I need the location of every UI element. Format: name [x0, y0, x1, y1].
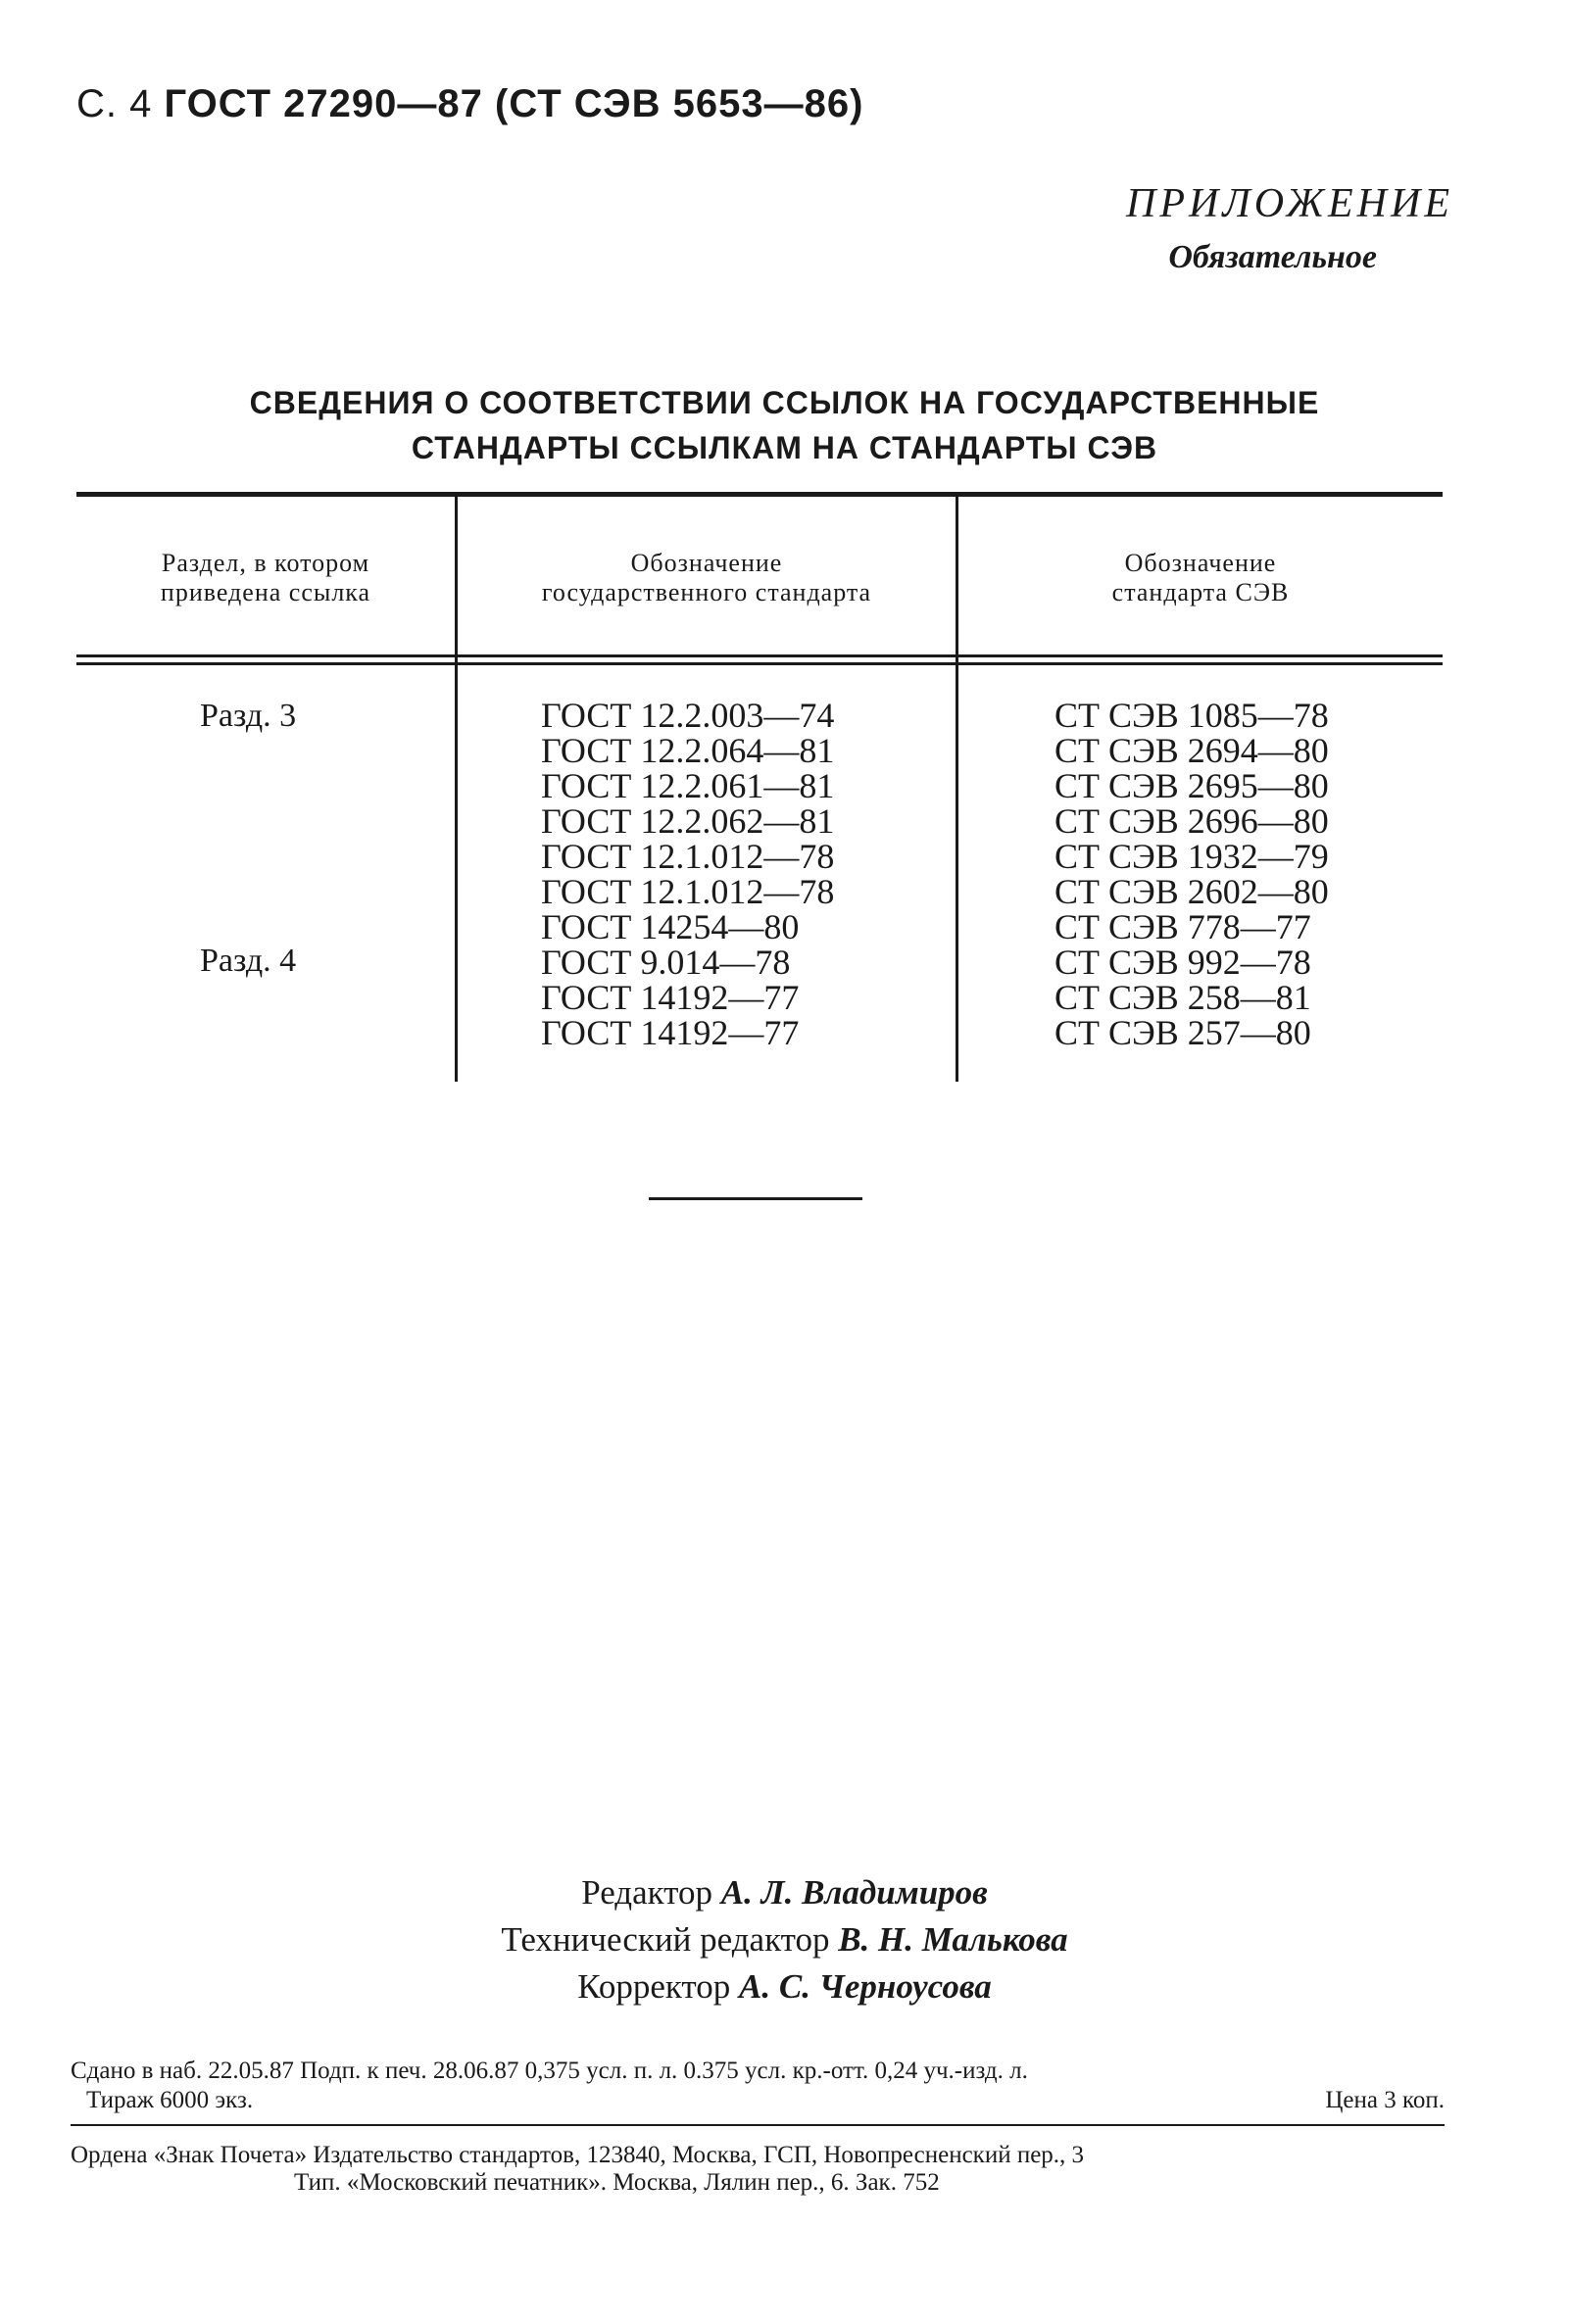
editor-line: Редактор А. Л. Владимиров — [581, 1873, 988, 1912]
sev-cell: СТ СЭВ 2696—80 — [1054, 801, 1329, 841]
sev-cell: СТ СЭВ 1932—79 — [1054, 837, 1329, 876]
price: Цена 3 коп. — [1325, 2087, 1445, 2113]
sev-cell: СТ СЭВ 992—78 — [1054, 943, 1311, 982]
title-line-1: СВЕДЕНИЯ О СООТВЕТСТВИИ ССЫЛОК НА ГОСУДАРСТВЕННЫЕ — [249, 385, 1320, 420]
end-of-text-rule — [649, 1197, 862, 1200]
sev-cell: СТ СЭВ 258—81 — [1054, 978, 1311, 1017]
sev-cell: СТ СЭВ 1085—78 — [1054, 696, 1329, 735]
imprint-rule — [71, 2124, 1445, 2126]
editor-name: А. Л. Владимиров — [720, 1873, 988, 1912]
standard-designation: ГОСТ 27290—87 (СТ СЭВ 5653—86) — [164, 82, 864, 125]
circulation: Тираж 6000 экз. — [86, 2087, 254, 2113]
title-line-2: СТАНДАРТЫ ССЫЛКАМ НА СТАНДАРТЫ СЭВ — [411, 430, 1158, 465]
gost-cell: ГОСТ 14192—77 — [541, 978, 800, 1017]
gost-cell: ГОСТ 9.014—78 — [541, 943, 791, 982]
section-label: Разд. 4 — [200, 943, 297, 979]
column-header-gost: Обозначение государственного стандарта — [541, 549, 872, 606]
sev-cell: СТ СЭВ 778—77 — [1054, 907, 1311, 946]
sev-cell: СТ СЭВ 2602—80 — [1054, 872, 1329, 911]
tech-editor-line: Технический редактор В. Н. Малькова — [501, 1920, 1068, 1959]
page-header — [76, 82, 863, 126]
column-header-sev: Обозначение стандарта СЭВ — [1111, 549, 1290, 606]
table-header-rule-2 — [76, 662, 1443, 665]
section-label: Разд. 3 — [200, 698, 297, 734]
gost-cell: ГОСТ 12.1.012—78 — [541, 837, 835, 876]
credits-block — [0, 1869, 1569, 2010]
gost-cell: ГОСТ 12.2.064—81 — [541, 731, 835, 770]
page-number: С. 4 — [76, 82, 153, 125]
corrector-name: А. С. Черноусова — [739, 1967, 992, 2006]
gost-cell: ГОСТ 12.2.061—81 — [541, 766, 835, 805]
corrector-line: Корректор А. С. Черноусова — [577, 1967, 992, 2006]
imprint-circulation-row — [71, 2087, 1445, 2114]
imprint-publisher: Ордена «Знак Почета» Издательство стандартов, 123840, Москва, ГСП, Новопресненский пер., 3 — [71, 2142, 1085, 2168]
tech-editor-name: В. Н. Малькова — [838, 1920, 1068, 1959]
sev-cell: СТ СЭВ 2695—80 — [1054, 766, 1329, 805]
imprint-printer: Тип. «Московский печатник». Москва, Лялин пер., 6. Зак. 752 — [294, 2169, 940, 2196]
document-title — [0, 380, 1569, 470]
imprint-dates: Сдано в наб. 22.05.87 Подп. к печ. 28.06.87 0,375 усл. п. л. 0.375 усл. кр.-отт. 0,24 уч.-изд. л. — [71, 2058, 1028, 2084]
gost-cell: ГОСТ 12.2.003—74 — [541, 696, 835, 735]
gost-column — [541, 698, 834, 1050]
table-header-rule-1 — [76, 654, 1443, 657]
sev-cell: СТ СЭВ 257—80 — [1054, 1013, 1311, 1052]
appendix-title: ПРИЛОЖЕНИЕ — [1126, 181, 1453, 226]
gost-cell: ГОСТ 14192—77 — [541, 1013, 800, 1052]
table-top-rule — [76, 492, 1443, 497]
appendix-status: Обязательное — [1168, 239, 1377, 275]
sev-cell: СТ СЭВ 2694—80 — [1054, 731, 1329, 770]
sev-column — [1054, 698, 1329, 1050]
column-header-section: Раздел, в котором приведена ссылка — [160, 549, 371, 606]
gost-cell: ГОСТ 12.1.012—78 — [541, 872, 835, 911]
gost-cell: ГОСТ 14254—80 — [541, 907, 800, 946]
gost-cell: ГОСТ 12.2.062—81 — [541, 801, 835, 841]
